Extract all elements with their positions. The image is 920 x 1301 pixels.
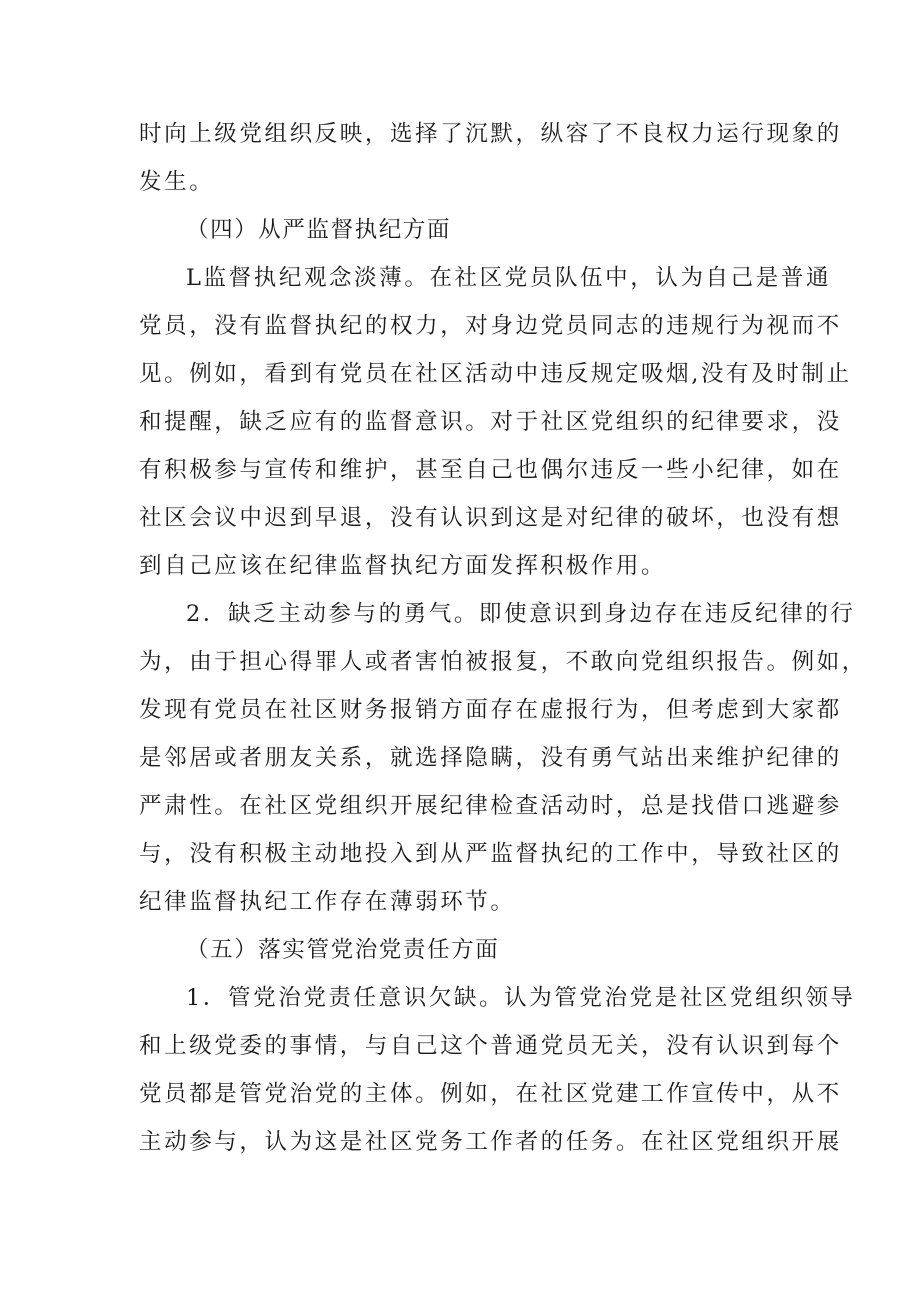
text-line: 和上级党委的事情，与自己这个普通党员无关，没有认识到每个 [139,1033,842,1059]
text-line: 是邻居或者朋友关系，就选择隐瞒，没有勇气站出来维护纪律的 [139,745,842,771]
section-heading: （五）落实管党治党责任方面 [186,937,500,963]
section-heading: （四）从严监督执纪方面 [186,217,452,243]
text-line: 与，没有积极主动地投入到从严监督执纪的工作中，导致社区的 [139,841,842,867]
text-line: 和提醒，缺乏应有的监督意识。对于社区党组织的纪律要求，没 [139,409,842,435]
text-line: 党员，没有监督执纪的权力，对身边党员同志的违规行为视而不 [139,313,842,339]
text-line: L监督执纪观念淡薄。在社区党员队伍中，认为自己是普通 [186,265,832,291]
text-line: 主动参与，认为这是社区党务工作者的任务。在社区党组织开展 [139,1129,842,1155]
text-line: 见。例如，看到有党员在社区活动中违反规定吸烟,没有及时制止 [139,361,852,387]
text-line: 发现有党员在社区财务报销方面存在虚报行为，但考虑到大家都 [139,697,842,723]
text-line: 党员都是管党治党的主体。例如，在社区党建工作宣传中，从不 [139,1081,842,1107]
text-line: 有积极参与宣传和维护，甚至自己也偶尔违反一些小纪律，如在 [139,457,842,483]
text-line: 社区会议中迟到早退，没有认识到这是对纪律的破坏，也没有想 [139,505,842,531]
text-line: 为，由于担心得罪人或者害怕被报复，不敢向党组织报告。例如， [139,649,867,675]
text-line: 2．缺乏主动参与的勇气。即使意识到身边存在违反纪律的行 [186,601,856,627]
text-line: 时向上级党组织反映，选择了沉默，纵容了不良权力运行现象的 [139,121,842,147]
text-line: 到自己应该在纪律监督执纪方面发挥积极作用。 [139,553,667,579]
text-line: 纪律监督执纪工作存在薄弱环节。 [139,889,516,915]
text-line: 1．管党治党责任意识欠缺。认为管党治党是社区党组织领导 [186,985,856,1011]
text-line: 发生。 [139,169,215,195]
text-line: 严肃性。在社区党组织开展纪律检查活动时，总是找借口逃避参 [139,793,842,819]
